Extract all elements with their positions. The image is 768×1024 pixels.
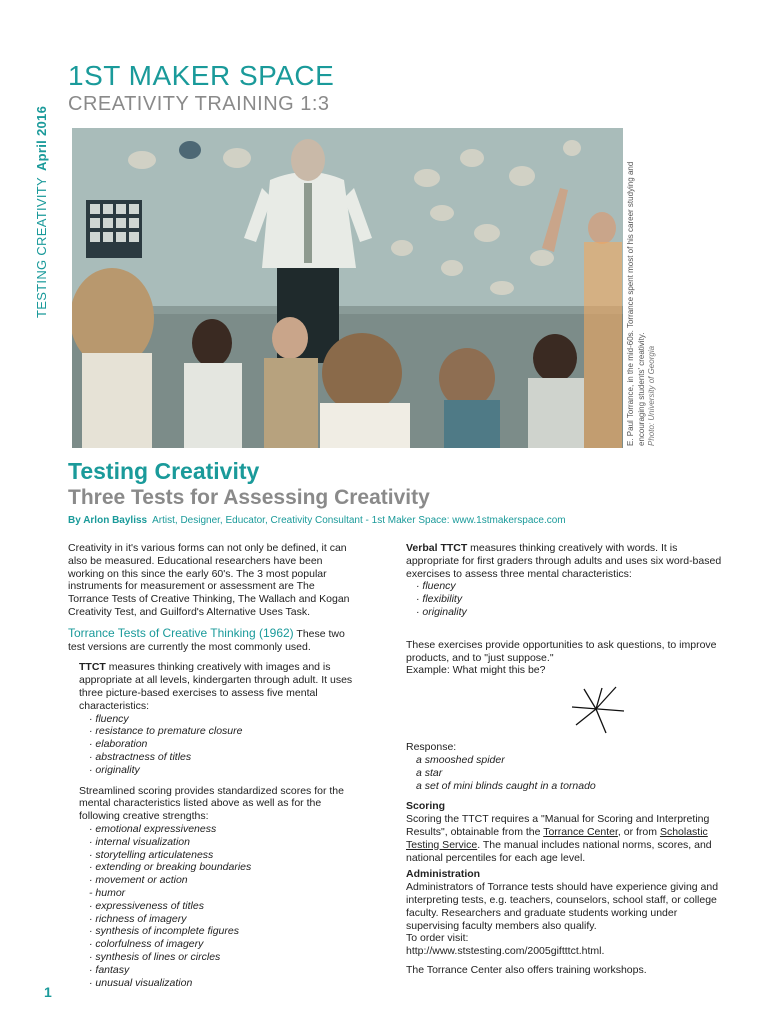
byline-details: Artist, Designer, Educator, Creativity Consultant - 1st Maker Space: www.1stmakerspace.com xyxy=(152,515,566,526)
article-title: Testing Creativity xyxy=(68,458,260,484)
administration-heading-text: Administration xyxy=(406,868,481,881)
list-item: a set of mini blinds caught in a tornado xyxy=(416,779,596,792)
list-item: · fluency xyxy=(89,712,129,725)
side-date: April 2016 xyxy=(34,105,49,172)
list-item: a smooshed spider xyxy=(416,753,505,766)
ttct-text: measures thinking creatively with images and is appropriate at all levels, kindergarten through adult. It uses three picture-based exercises to assess five mental characteristics: xyxy=(79,661,353,712)
strengths-list xyxy=(89,823,358,989)
torrance-center-link[interactable]: Torrance Center xyxy=(543,825,618,838)
list-item: · originality xyxy=(89,763,140,776)
scoring-text-3: . The manual includes national norms, scores, and national percentiles for each age level. xyxy=(406,838,712,864)
left-column xyxy=(68,542,358,989)
right-column xyxy=(406,542,726,977)
photo-credit: Photo: University of Georgia xyxy=(647,345,656,446)
verbal-paragraph xyxy=(406,542,726,580)
side-section-label: TESTING CREATIVITY xyxy=(34,177,49,318)
list-item: · expressiveness of titles xyxy=(89,899,204,912)
scoring-text-1: Scoring the TTCT requires a "Manual for Scoring and Interpreting Results", obtainable from the xyxy=(406,813,710,838)
article-subtitle: Three Tests for Assessing Creativity xyxy=(68,486,430,509)
administration-paragraph: Administrators of Torrance tests should have experience giving and interpreting tests, e.g. teachers, counselors, school staff, or college faculty. Researchers and graduate students working under supervising faculty members also qualify. xyxy=(406,881,719,932)
scribble-figure xyxy=(566,685,628,735)
list-item: · emotional expressiveness xyxy=(89,822,217,835)
header-subtitle: CREATIVITY TRAINING 1:3 xyxy=(68,93,330,115)
list-item: · movement or action xyxy=(89,874,188,887)
section-text: These two test versions are currently the most commonly used. xyxy=(68,627,345,653)
intro-paragraph: Creativity in it's various forms can not only be defined, it can also be measured. Educational researchers have been working on this since the early 60's. The 3 most popular instruments for measurement or assessment are The Torrance Tests of Creative Thinking, The Wallach and Kogan Creativity Test, and Guilford's Alternative Uses Task. xyxy=(68,542,350,618)
caption-text: E. Paul Torrance, in the mid-60s. Torrance spent most of his career studying and encouraging students' creativity. xyxy=(626,161,646,446)
section-heading: Torrance Tests of Creative Thinking (1962) xyxy=(68,625,294,640)
ttct-label: TTCT xyxy=(79,661,106,674)
page-number: 1 xyxy=(44,984,52,1000)
verbal-text: measures thinking creatively with words. It is appropriate for first graders through adults and uses six word-based exercises to assess three mental characteristics: xyxy=(406,542,722,580)
order-url: http://www.ststesting.com/2005giftttct.html. xyxy=(406,945,605,958)
scoring-heading-text: Scoring xyxy=(406,800,446,813)
list-item: · unusual visualization xyxy=(89,976,193,989)
byline xyxy=(68,515,566,526)
ttct-section-intro xyxy=(68,627,358,654)
list-item: - humor xyxy=(89,886,126,899)
list-item: · storytelling articulateness xyxy=(89,848,214,861)
scoring-heading xyxy=(406,800,726,813)
list-item: · synthesis of incomplete figures xyxy=(89,925,239,938)
response-label: Response: xyxy=(406,741,457,754)
exercises-paragraph: These exercises provide opportunities to ask questions, to improve products, and to "just suppose." xyxy=(406,638,717,664)
header-title: 1ST MAKER SPACE xyxy=(68,60,335,91)
administration-heading xyxy=(406,868,726,881)
list-item: · elaboration xyxy=(89,738,148,751)
list-item: · originality xyxy=(416,605,467,618)
list-item: · abstractness of titles xyxy=(89,750,192,763)
order-label: To order visit: xyxy=(406,932,469,945)
list-item: · fantasy xyxy=(89,963,130,976)
scoring-text-2: , or from xyxy=(617,825,660,838)
scholastic-testing-link[interactable]: Scholastic Testing Service xyxy=(406,825,708,851)
photo-caption xyxy=(626,128,658,446)
list-item: · richness of imagery xyxy=(89,912,187,925)
list-item: a star xyxy=(416,766,443,779)
example-line: Example: What might this be? xyxy=(406,664,546,677)
verbal-list xyxy=(416,580,726,618)
scoring-paragraph xyxy=(406,813,726,864)
workshops-line: The Torrance Center also offers training workshops. xyxy=(406,963,647,976)
list-item: · fluency xyxy=(416,580,456,593)
asterisk-figure xyxy=(406,677,726,741)
byline-author: By Arlon Bayliss xyxy=(68,515,148,526)
list-item: · resistance to premature closure xyxy=(89,725,243,738)
response-list xyxy=(416,754,726,792)
list-item: · synthesis of lines or circles xyxy=(89,950,221,963)
ttct-list xyxy=(89,713,358,777)
side-running-head xyxy=(34,106,49,318)
list-item: · extending or breaking boundaries xyxy=(89,861,252,874)
list-item: · internal visualization xyxy=(89,835,190,848)
verbal-label: Verbal TTCT xyxy=(406,542,468,554)
list-item: · colorfulness of imagery xyxy=(89,938,204,951)
ttct-paragraph xyxy=(79,661,358,712)
list-item: · flexibility xyxy=(416,593,463,606)
classroom-photo xyxy=(72,128,623,448)
scoring-intro: Streamlined scoring provides standardized scores for the mental characteristics listed above as well as for the following creative strengths: xyxy=(79,784,344,823)
ttct-block xyxy=(79,661,358,989)
